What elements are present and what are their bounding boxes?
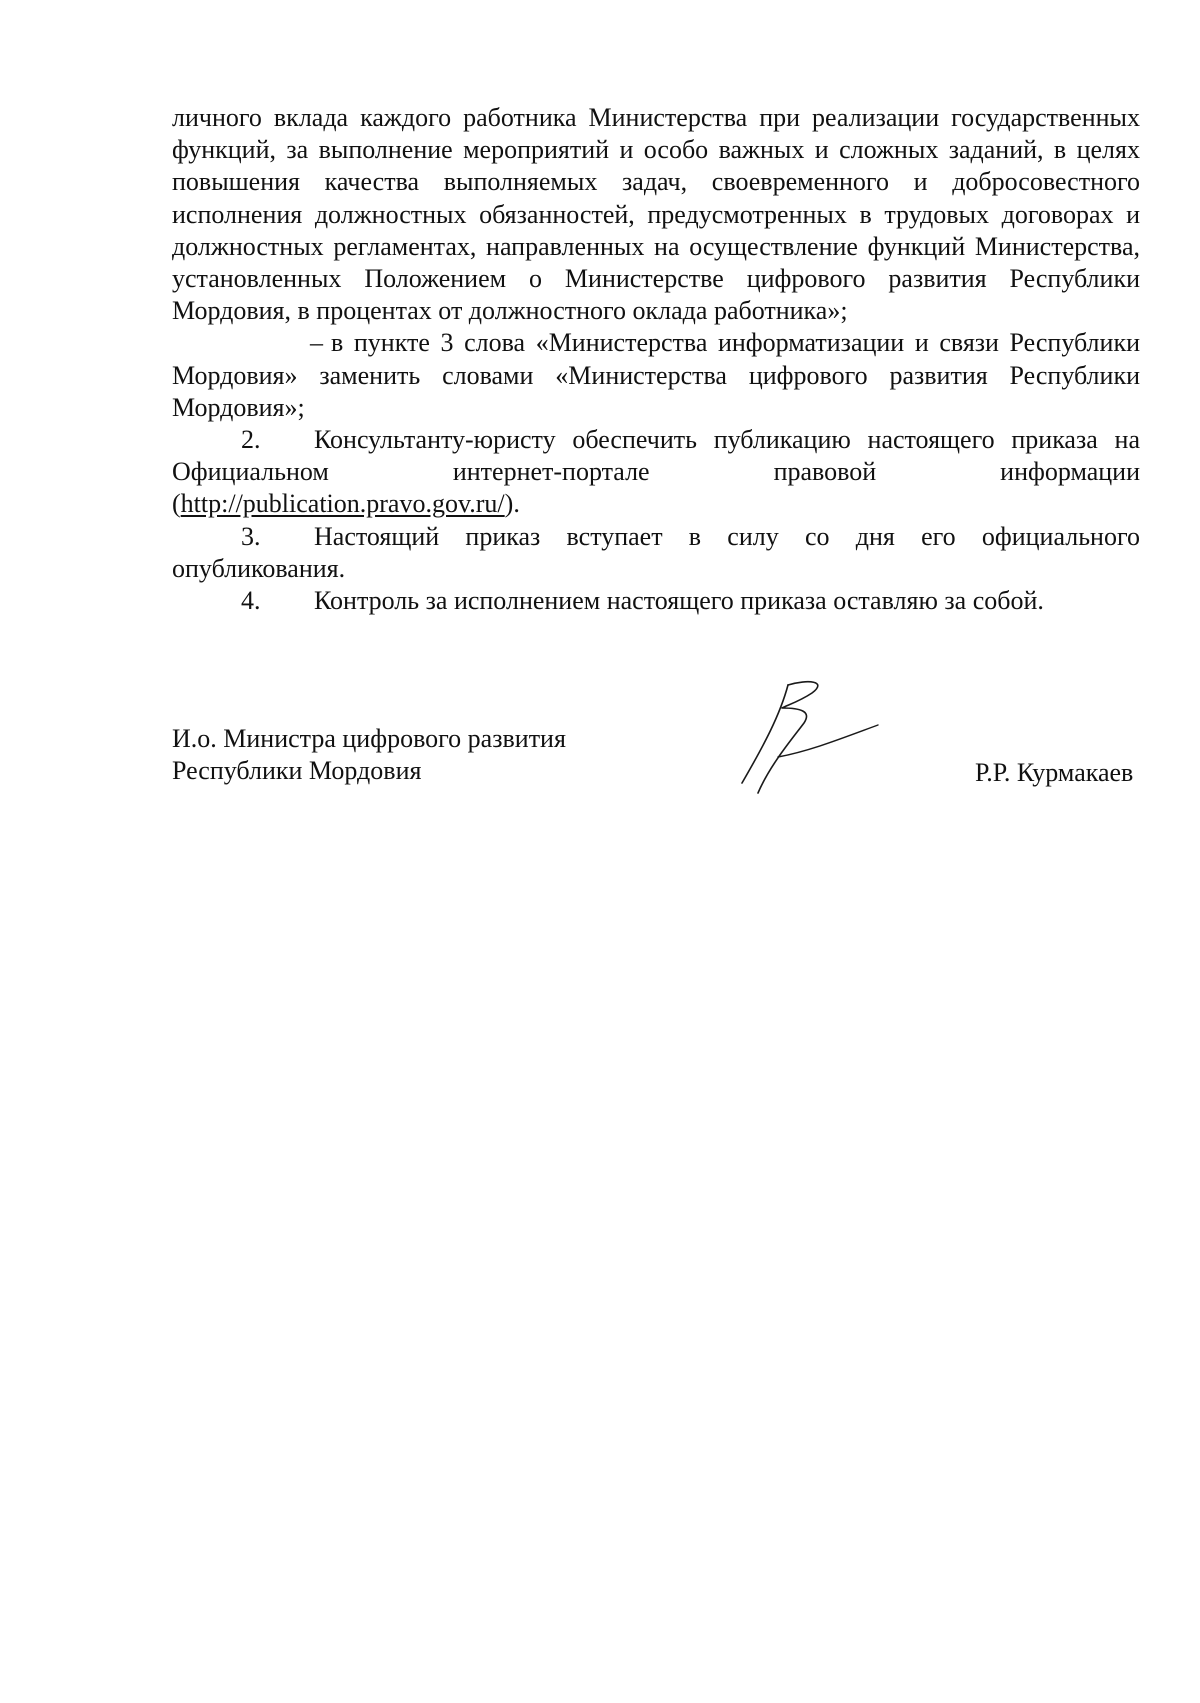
item-text: Консультанту-юристу обеспечить публикацию настоящего приказа на Официальном интернет-портале правовой информации ( <box>172 425 1140 519</box>
numbered-item-2 <box>172 424 1140 521</box>
dash-list-item <box>172 327 1140 424</box>
dash-marker: – <box>310 328 323 358</box>
item-number: 4. <box>241 586 261 616</box>
item-number: 2. <box>241 425 261 455</box>
item-text-tail: ). <box>504 489 520 519</box>
document-body <box>172 102 1140 617</box>
item-text: Настоящий приказ вступает в силу со дня его официального опубликования. <box>172 521 1140 583</box>
item-number: 3. <box>241 521 261 551</box>
numbered-item-4 <box>172 585 1140 617</box>
paragraph-continuation: личного вклада каждого работника Министерства при реализации государственных функций, за выполнение мероприятий и особо важных и сложных заданий, в целях повышения качества выполняемых задач, своевременного и добросовестного исполнения должностных обязанностей, предусмотренных в трудовых договорах и должностных регламентах, направленных на осуществление функций Министерства, установленных Положением о Министерстве цифрового развития Республики Мордовия, в процентах от должностного оклада работника»; <box>172 103 1140 326</box>
signature-stroke-1 <box>742 685 788 783</box>
publication-link[interactable]: http://publication.pravo.gov.ru/ <box>180 489 505 519</box>
dash-item-text: в пункте 3 слова «Министерства информатизации и связи Республики Мордовия» заменить словами «Министерства цифрового развития Республики Мордовия»; <box>172 328 1140 422</box>
handwritten-signature <box>730 675 890 795</box>
signature-stroke-3 <box>778 725 878 757</box>
position-line-2: Республики Мордовия <box>172 756 422 785</box>
position-line-1: И.о. Министра цифрового развития <box>172 724 566 753</box>
item-text: Контроль за исполнением настоящего приказа оставляю за собой. <box>314 586 1044 616</box>
signatory-position <box>172 723 566 787</box>
signatory-name: Р.Р. Курмакаев <box>975 758 1134 787</box>
numbered-item-3 <box>172 521 1140 585</box>
